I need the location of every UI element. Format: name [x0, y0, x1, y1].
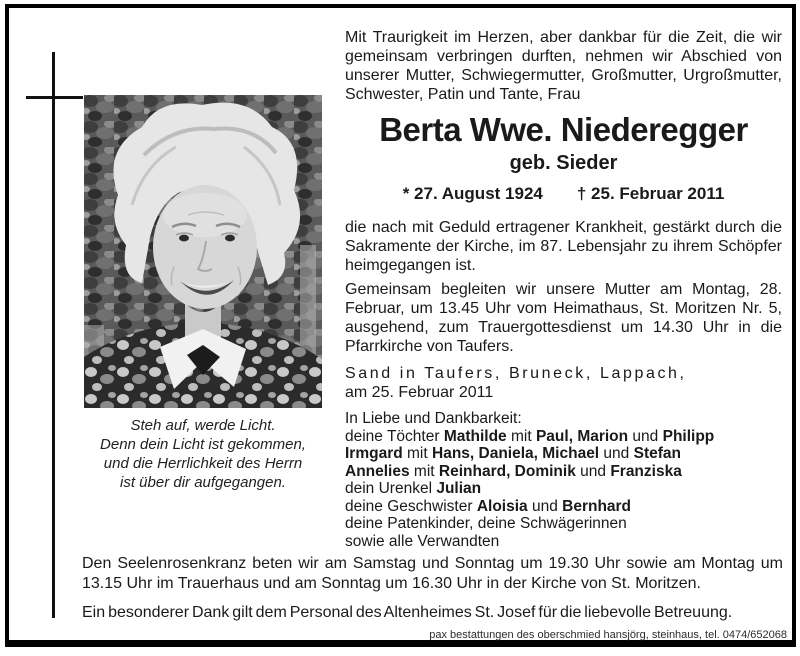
funeral-paragraph: Gemeinsam begleiten wir unsere Mutter am Montag, 28. Februar, um 13.45 Uhr vom Heimathaus, St. Moritzen Nr. 5, ausgehend, zum Trauergottesdienst um 14.30 Uhr in die Pfarrkirche von Taufers.	[345, 281, 782, 355]
family-line: deine Töchter Mathilde mit Paul, Marion und Philipp	[345, 427, 715, 445]
death-date: † 25. Februar 2011	[576, 184, 725, 203]
family-heading: In Liebe und Dankbarkeit:	[345, 410, 522, 427]
quote-line: Denn dein Licht ist gekommen,	[100, 436, 306, 453]
family-line: deine Patenkinder, deine Schwägerinnen	[345, 515, 627, 532]
illness-paragraph: die nach mit Geduld ertragener Krankheit, gestärkt durch die Sakramente der Kirche, im 87. Lebensjahr zu ihrem Schöpfer heimgegangen ist.	[345, 219, 782, 274]
memorial-quote	[60, 416, 346, 492]
quote-line: ist über dir aufgegangen.	[120, 474, 286, 491]
notices-block	[82, 554, 783, 623]
date-line: am 25. Februar 2011	[345, 384, 494, 401]
birth-date: * 27. August 1924	[402, 184, 543, 203]
family-line: sowie alle Verwandten	[345, 532, 500, 550]
thanks-notice: Ein besonderer Dank gilt dem Personal des Altenheimes St. Josef für die liebevolle Betreuung.	[82, 604, 733, 621]
quote-line: und die Herrlichkeit des Herrn	[103, 455, 303, 472]
maiden-name: geb. Sieder	[509, 152, 618, 174]
announcement-column	[345, 28, 782, 550]
funeral-home-footer: pax bestattungen des oberschmied hansjörg, steinhaus, tel. 0474/652068	[429, 629, 787, 641]
mourners-list	[345, 410, 782, 550]
portrait-photo	[84, 95, 322, 408]
family-line: Irmgard mit Hans, Daniela, Michael und Stefan	[345, 445, 681, 462]
rosary-notice: Den Seelenrosenkranz beten wir am Samstag und Sonntag um 19.30 Uhr sowie am Montag um 13.15 Uhr im Trauerhaus und am Sonntag um 16.30 Uhr in der Kirche von St. Moritzen.	[82, 555, 783, 592]
family-line: Annelies mit Reinhard, Dominik und Franziska	[345, 462, 682, 480]
deceased-name: Berta Wwe. Niederegger	[379, 111, 748, 148]
quote-line: Steh auf, werde Licht.	[130, 417, 276, 434]
places-line: Sand in Taufers, Bruneck, Lappach,	[345, 365, 687, 382]
family-line: dein Urenkel Julian	[345, 480, 482, 497]
place-date-block	[345, 364, 782, 402]
intro-paragraph: Mit Traurigkeit im Herzen, aber dankbar für die Zeit, die wir gemeinsam verbringen durften, nehmen wir Abschied von unserer Mutter, Schwiegermutter, Großmutter, Urgroßmutter, Schwester, Patin und Tante, Frau	[345, 29, 782, 103]
family-line: deine Geschwister Aloisia und Bernhard	[345, 497, 632, 515]
life-dates	[345, 184, 782, 204]
